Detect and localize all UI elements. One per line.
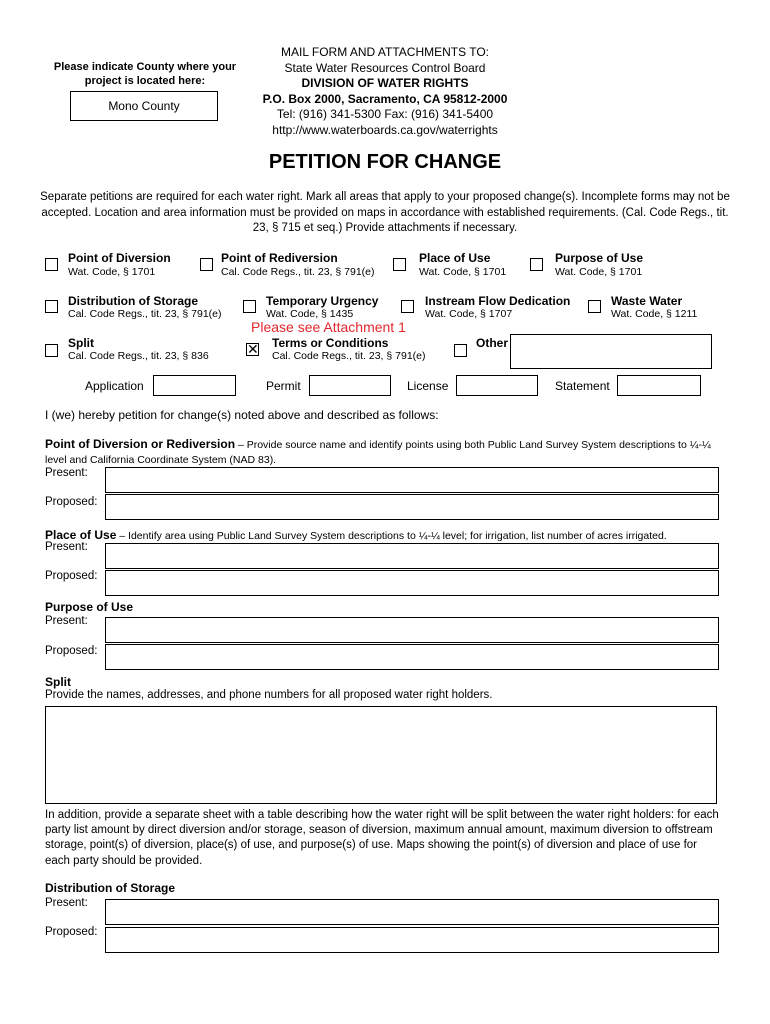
county-field[interactable]: Mono County <box>70 91 218 121</box>
option-title: Temporary Urgency <box>266 294 379 308</box>
mail-website: http://www.waterboards.ca.gov/waterrights <box>272 122 498 137</box>
option-title: Point of Diversion <box>68 251 171 265</box>
attachment-note: Please see Attachment 1 <box>251 319 406 335</box>
pou-proposed-field[interactable] <box>105 570 719 596</box>
other-field[interactable] <box>510 334 712 369</box>
pod-description: – Provide source name and identify points using both Public Land Survey System descriptions to ¼-¼ level and California Coordinate System (NAD 83). <box>45 439 711 466</box>
intro-text: Separate petitions are required for each water right. Mark all areas that apply to your proposed change(s). Incomplete forms may not be accepted. Location and area information must be provided on maps in accordance with established requirements. (Cal. Code Regs., tit. 23, § 715 et seq.) Provide attachments if necessary. <box>40 191 730 234</box>
purpose-proposed-field[interactable] <box>105 644 719 670</box>
pod-proposed-field[interactable] <box>105 494 719 520</box>
option-title: Point of Rediversion <box>221 251 338 265</box>
checkbox-purpose-of-use[interactable] <box>530 258 543 271</box>
purpose-present-field[interactable] <box>105 617 719 643</box>
option-code: Wat. Code, § 1701 <box>68 266 156 278</box>
option-title: Terms or Conditions <box>272 336 389 350</box>
mail-heading: MAIL FORM AND ATTACHMENTS TO: <box>280 45 490 59</box>
option-title: Other <box>476 336 509 350</box>
application-field[interactable] <box>153 375 236 396</box>
checkbox-point-of-diversion[interactable] <box>45 258 58 271</box>
option-code: Cal. Code Regs., tit. 23, § 791(e) <box>272 350 426 362</box>
permit-label: Permit <box>266 379 301 393</box>
checkbox-terms-or-conditions[interactable]: ✕ <box>247 341 259 357</box>
storage-present-field[interactable] <box>105 899 719 925</box>
application-label: Application <box>85 379 144 393</box>
purpose-title: Purpose of Use <box>45 600 134 614</box>
option-code: Cal. Code Regs., tit. 23, § 791(e) <box>221 266 375 278</box>
pod-heading <box>45 437 730 467</box>
pou-description: – Identify area using Public Land Survey System descriptions to ¼-¼ level; for irrigation, list number of acres irrigated. <box>116 530 667 542</box>
checkbox-instream-flow-dedication[interactable] <box>401 300 414 313</box>
checkbox-temporary-urgency[interactable] <box>243 300 256 313</box>
checkbox-other[interactable] <box>454 344 467 357</box>
option-title: Instream Flow Dedication <box>425 294 571 308</box>
statement-label: Statement <box>555 379 610 393</box>
mail-phone-fax: Tel: (916) 341-5300 Fax: (916) 341-5400 <box>276 107 494 121</box>
statement-field[interactable] <box>617 375 701 396</box>
checkbox-waste-water[interactable] <box>588 300 601 313</box>
option-title: Purpose of Use <box>555 251 644 265</box>
present-label: Present: <box>45 467 88 479</box>
pou-title: Place of Use <box>45 528 117 542</box>
pod-present-field[interactable] <box>105 467 719 493</box>
county-label: Please indicate County where your project is located here: <box>53 61 237 87</box>
checkbox-point-of-rediversion[interactable] <box>200 258 213 271</box>
option-code: Cal. Code Regs., tit. 23, § 836 <box>68 350 209 362</box>
mail-po-box: P.O. Box 2000, Sacramento, CA 95812-2000 <box>262 91 508 106</box>
permit-field[interactable] <box>309 375 391 396</box>
storage-proposed-field[interactable] <box>105 927 719 953</box>
proposed-label: Proposed: <box>45 926 98 938</box>
option-code: Wat. Code, § 1435 <box>266 308 354 320</box>
option-title: Waste Water <box>611 294 683 308</box>
option-code: Wat. Code, § 1701 <box>555 266 643 278</box>
checkbox-distribution-of-storage[interactable] <box>45 300 58 313</box>
split-title: Split <box>45 675 71 689</box>
mail-division: DIVISION OF WATER RIGHTS <box>301 76 469 90</box>
proposed-label: Proposed: <box>45 645 98 657</box>
present-label: Present: <box>45 541 88 553</box>
form-title: PETITION FOR CHANGE <box>268 151 502 173</box>
present-label: Present: <box>45 897 88 909</box>
option-code: Wat. Code, § 1707 <box>425 308 513 320</box>
split-description: Provide the names, addresses, and phone numbers for all proposed water right holders. <box>45 689 493 701</box>
split-holders-field[interactable] <box>45 706 717 804</box>
option-code: Wat. Code, § 1701 <box>419 266 507 278</box>
proposed-label: Proposed: <box>45 496 98 508</box>
present-label: Present: <box>45 615 88 627</box>
option-code: Wat. Code, § 1211 <box>611 308 698 320</box>
option-title: Split <box>68 336 94 350</box>
split-instructions: In addition, provide a separate sheet with a table describing how the water right will be split between the water right holders: for each party list amount by direct diversion and/or storage, season of diversion, maximum annual amount, maximum diversion to offstream storage, point(s) of diversion, place(s) of use, and purpose(s) of use. Maps showing the point(s) of diversion and place of use for each party should be provided. <box>45 809 719 867</box>
petition-statement: I (we) hereby petition for change(s) noted above and described as follows: <box>45 408 439 422</box>
pou-present-field[interactable] <box>105 543 719 569</box>
mailing-address <box>230 45 540 138</box>
license-label: License <box>407 379 449 393</box>
storage-title: Distribution of Storage <box>45 881 175 895</box>
license-field[interactable] <box>456 375 538 396</box>
pou-heading <box>45 526 735 544</box>
proposed-label: Proposed: <box>45 570 98 582</box>
option-title: Distribution of Storage <box>68 294 198 308</box>
pod-title: Point of Diversion or Rediversion <box>45 437 236 451</box>
mail-board: State Water Resources Control Board <box>284 60 486 75</box>
option-code: Cal. Code Regs., tit. 23, § 791(e) <box>68 308 222 320</box>
checkbox-split[interactable] <box>45 344 58 357</box>
checkbox-place-of-use[interactable] <box>393 258 406 271</box>
option-title: Place of Use <box>419 251 491 265</box>
